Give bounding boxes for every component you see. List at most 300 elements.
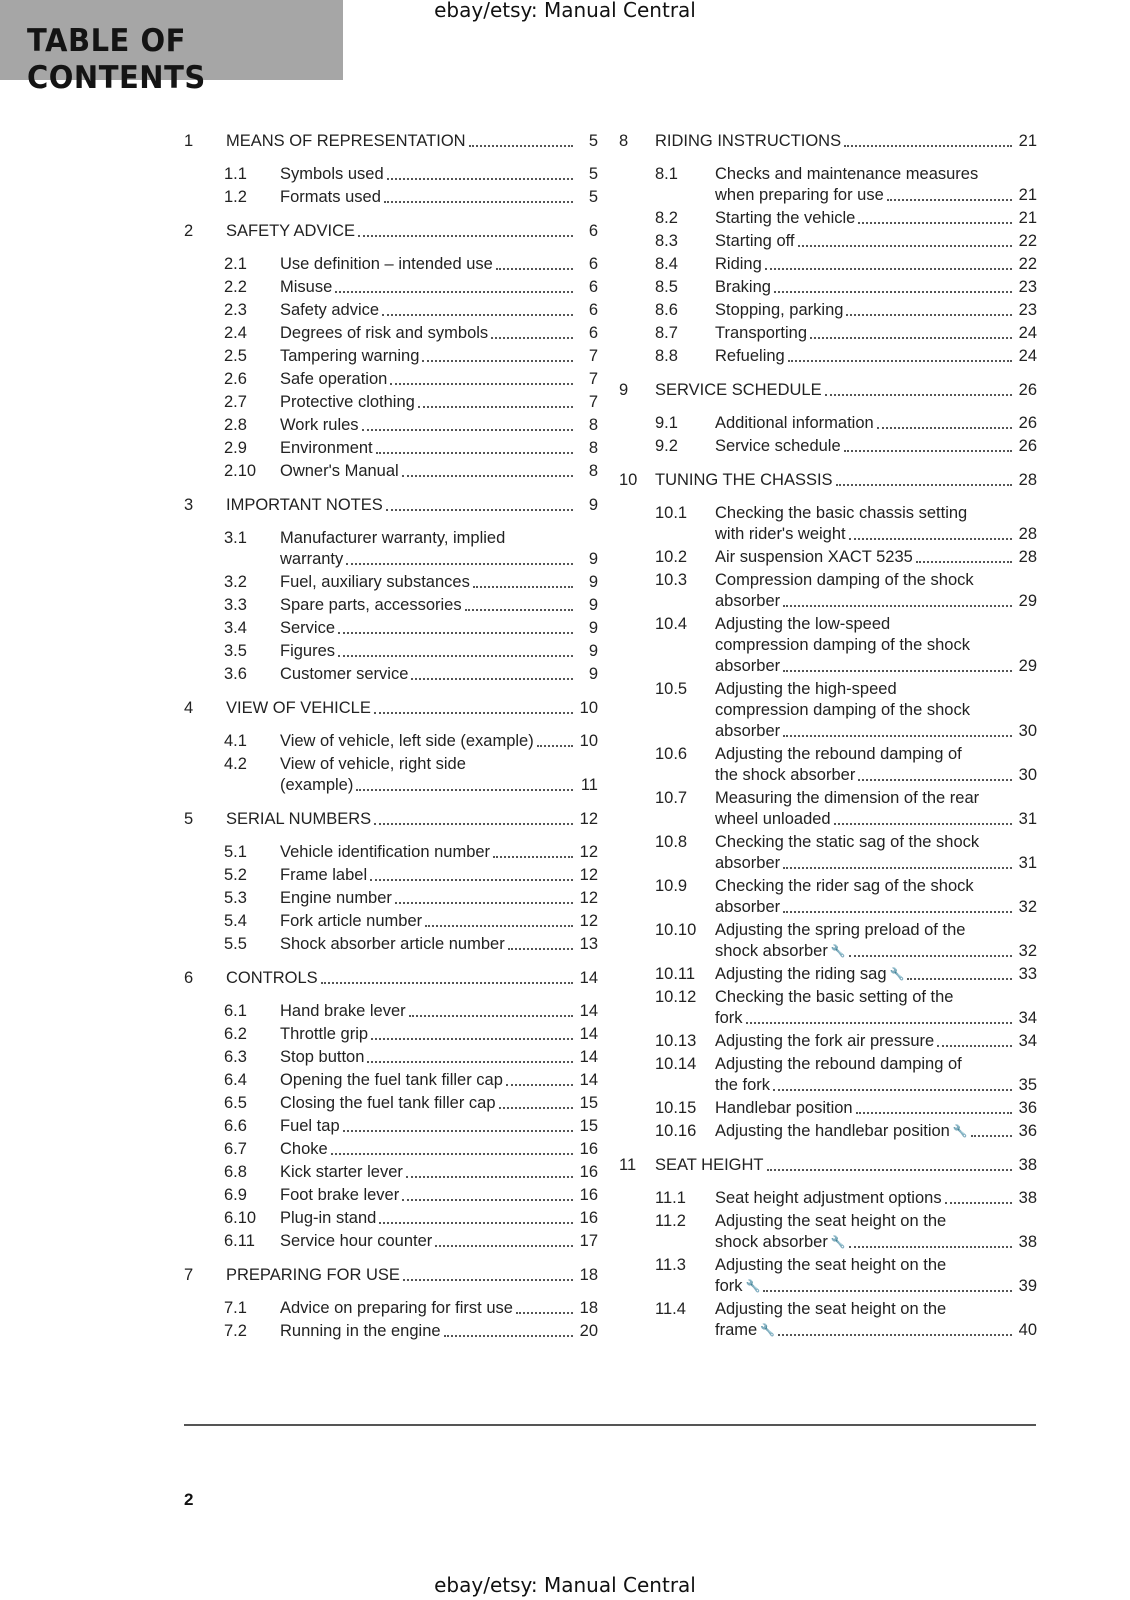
entry-title-row (715, 254, 1037, 275)
toc-entry[interactable] (184, 1139, 598, 1160)
entry-title-line: Stop button (280, 1048, 365, 1066)
section-number: 1 (184, 132, 194, 150)
toc-entry[interactable] (619, 1031, 1037, 1052)
entry-title-row (280, 1162, 598, 1183)
entry-title-line: absorber (715, 592, 781, 610)
entry-title-row (280, 1047, 598, 1068)
entry-page: 32 (1018, 898, 1037, 916)
dot-leader (846, 313, 1012, 316)
section-number: 2 (184, 222, 194, 240)
entry-page: 16 (579, 1209, 598, 1227)
entry-title-row (280, 842, 598, 863)
entry-page: 9 (588, 665, 598, 683)
toc-entry[interactable] (619, 679, 1037, 742)
entry-title-line: Checking the rider sag of the shock (715, 877, 974, 895)
dot-leader (834, 822, 1012, 825)
wrench-icon: 🔧 (745, 1279, 761, 1293)
toc-entry[interactable] (619, 346, 1037, 367)
dot-leader (356, 788, 573, 791)
section-page: 38 (1018, 1156, 1037, 1174)
section-page: 28 (1018, 471, 1037, 489)
entry-title-line: absorber (715, 722, 781, 740)
entry-title-line: Starting the vehicle (715, 209, 856, 227)
dot-leader (422, 359, 573, 362)
dot-leader (376, 451, 573, 454)
entry-title-line: Handlebar position (715, 1099, 853, 1117)
toc-entry[interactable] (619, 1098, 1037, 1119)
toc-entry[interactable] (619, 744, 1037, 786)
toc-entry[interactable] (184, 731, 598, 752)
toc-section[interactable] (184, 967, 598, 1252)
entry-number: 4.1 (224, 732, 247, 750)
entry-page: 14 (579, 1071, 598, 1089)
entry-title-line: Work rules (280, 416, 359, 434)
section-title: SERVICE SCHEDULE (655, 381, 822, 399)
entry-title-row (280, 277, 598, 298)
toc-section[interactable] (184, 697, 598, 796)
subsection-list (184, 164, 598, 208)
toc-entry[interactable] (619, 254, 1037, 275)
entry-number: 10.7 (655, 789, 688, 807)
section-heading[interactable] (184, 697, 598, 719)
entry-page: 16 (579, 1186, 598, 1204)
section-heading[interactable] (184, 808, 598, 830)
entry-title-line: Tampering warning (280, 347, 420, 365)
entry-page: 7 (588, 347, 598, 365)
page-number: 2 (184, 1490, 194, 1509)
section-heading[interactable] (184, 494, 598, 516)
entry-page: 24 (1018, 347, 1037, 365)
toc-entry[interactable] (184, 300, 598, 321)
entry-title-row (715, 1276, 1037, 1297)
entry-title-row (715, 323, 1037, 344)
toc-entry[interactable] (184, 415, 598, 436)
entry-page: 6 (588, 278, 598, 296)
entry-title-row (280, 934, 598, 955)
entry-title-row (715, 809, 1037, 830)
wrench-icon: 🔧 (760, 1323, 776, 1337)
dot-leader (945, 1201, 1012, 1204)
entry-number: 10.6 (655, 745, 688, 763)
toc-entry[interactable] (184, 842, 598, 863)
dot-leader (338, 654, 573, 657)
entry-number: 9.1 (655, 414, 678, 432)
section-number: 3 (184, 496, 194, 514)
wrench-icon: 🔧 (830, 944, 846, 958)
entry-title-line: Seat height adjustment options (715, 1189, 942, 1207)
entry-number: 2.1 (224, 255, 247, 273)
section-title: SEAT HEIGHT (655, 1156, 764, 1174)
entry-number: 8.2 (655, 209, 678, 227)
entry-title-line: Use definition – intended use (280, 255, 493, 273)
entry-title-row (715, 1121, 1037, 1142)
dot-leader (465, 608, 573, 611)
toc-section[interactable] (184, 130, 598, 208)
entry-title-row (280, 775, 598, 796)
entry-title-row (715, 185, 1037, 206)
section-number: 10 (619, 471, 638, 489)
toc-entry[interactable] (619, 1255, 1037, 1297)
toc-entry[interactable] (184, 438, 598, 459)
entry-number: 2.10 (224, 462, 257, 480)
toc-entry[interactable] (184, 911, 598, 932)
dot-leader (844, 144, 1012, 147)
entry-number: 8.1 (655, 165, 678, 183)
section-number: 6 (184, 969, 194, 987)
entry-title-line: Figures (280, 642, 336, 660)
entry-number: 6.4 (224, 1071, 247, 1089)
dot-leader (395, 901, 573, 904)
entry-number: 9.2 (655, 437, 678, 455)
toc-entry[interactable] (619, 436, 1037, 457)
entry-title-line: fork (715, 1277, 743, 1295)
dot-leader (783, 734, 1012, 737)
entry-title-row (715, 1188, 1037, 1209)
entry-number: 7.2 (224, 1322, 247, 1340)
entry-title-line: Protective clothing (280, 393, 415, 411)
toc-entry[interactable] (184, 187, 598, 208)
entry-title-line: Fuel, auxiliary substances (280, 573, 470, 591)
entry-page: 11 (580, 776, 598, 794)
entry-number: 5.3 (224, 889, 247, 907)
dot-leader (937, 1044, 1012, 1047)
entry-number: 3.4 (224, 619, 247, 637)
toc-entry[interactable] (619, 832, 1037, 874)
dot-leader (387, 177, 573, 180)
entry-page: 36 (1018, 1099, 1037, 1117)
entry-page: 12 (579, 889, 598, 907)
section-heading[interactable] (184, 1264, 598, 1286)
entry-page: 36 (1018, 1122, 1037, 1140)
entry-title-row (715, 1008, 1037, 1029)
entry-number: 1.1 (224, 165, 247, 183)
entry-number: 5.5 (224, 935, 247, 953)
wrench-icon: 🔧 (952, 1124, 968, 1138)
entry-title-row (280, 865, 598, 886)
entry-number: 8.7 (655, 324, 678, 342)
section-title: IMPORTANT NOTES (226, 496, 383, 514)
toc-entry[interactable] (184, 323, 598, 344)
section-page: 9 (588, 496, 598, 514)
dot-leader (836, 483, 1012, 486)
entry-title-line: Adjusting the riding sag (715, 965, 887, 983)
section-page: 14 (579, 969, 598, 987)
toc-entry[interactable] (619, 547, 1037, 568)
dot-leader (788, 359, 1012, 362)
section-heading[interactable] (619, 130, 1037, 152)
entry-title-line: compression damping of the shock (715, 636, 970, 654)
toc-entry[interactable] (619, 987, 1037, 1029)
entry-title-row (280, 369, 598, 390)
dot-leader (382, 313, 573, 316)
entry-number: 6.8 (224, 1163, 247, 1181)
section-number: 7 (184, 1266, 194, 1284)
dot-leader (537, 744, 573, 747)
toc-entry[interactable] (184, 1024, 598, 1045)
toc-entry[interactable] (184, 888, 598, 909)
toc-entry[interactable] (184, 528, 598, 570)
section-heading[interactable] (184, 130, 598, 152)
section-heading[interactable] (184, 967, 598, 989)
entry-title-line: frame (715, 1321, 758, 1339)
toc-section[interactable] (184, 808, 598, 955)
toc-entry[interactable] (619, 1188, 1037, 1209)
toc-entry[interactable] (619, 231, 1037, 252)
entry-title-line: the shock absorber (715, 766, 856, 784)
toc-section[interactable] (619, 469, 1037, 1142)
entry-title-row (715, 591, 1037, 612)
toc-entry[interactable] (184, 1070, 598, 1091)
page-title: TABLE OF CONTENTS (27, 22, 206, 96)
entry-title-row (715, 964, 1037, 985)
toc-entry[interactable] (619, 788, 1037, 830)
entry-page: 9 (588, 596, 598, 614)
entry-title-line: with rider's weight (715, 525, 846, 543)
entry-title-line: Service (280, 619, 336, 637)
entry-number: 10.16 (655, 1122, 697, 1140)
section-page: 18 (579, 1266, 598, 1284)
entry-title-line: Adjusting the spring preload of the (715, 921, 966, 939)
toc-entry[interactable] (184, 754, 598, 796)
entry-number: 2.2 (224, 278, 247, 296)
entry-title-row (715, 765, 1037, 786)
entry-title-line: Adjusting the seat height on the (715, 1256, 947, 1274)
entry-title-line: Running in the engine (280, 1322, 441, 1340)
toc-entry[interactable] (184, 1298, 598, 1319)
entry-title-row (280, 641, 598, 662)
entry-number: 5.2 (224, 866, 247, 884)
toc-entry[interactable] (184, 1001, 598, 1022)
entry-title-row (715, 524, 1037, 545)
toc-entry[interactable] (184, 1162, 598, 1183)
entry-title-row (280, 888, 598, 909)
entry-number: 3.1 (224, 529, 247, 547)
watermark-bottom: ebay/etsy: Manual Central (434, 1573, 696, 1597)
entry-title-line: Kick starter lever (280, 1163, 403, 1181)
section-heading[interactable] (619, 469, 1037, 491)
dot-leader (406, 1175, 573, 1178)
entry-number: 8.8 (655, 347, 678, 365)
toc-entry[interactable] (619, 300, 1037, 321)
entry-title-row (280, 731, 598, 752)
dot-leader (774, 290, 1012, 293)
entry-title-line: Safe operation (280, 370, 388, 388)
entry-number: 10.12 (655, 988, 697, 1006)
toc-entry[interactable] (184, 1116, 598, 1137)
toc-entry[interactable] (619, 208, 1037, 229)
dot-leader (390, 382, 573, 385)
entry-number: 10.11 (655, 965, 696, 983)
toc-entry[interactable] (184, 277, 598, 298)
toc-entry[interactable] (619, 277, 1037, 298)
entry-title-row (280, 664, 598, 685)
entry-title-line: Frame label (280, 866, 368, 884)
toc-entry[interactable] (619, 876, 1037, 918)
entry-title-line: Service hour counter (280, 1232, 433, 1250)
entry-title-line: Riding (715, 255, 762, 273)
toc-entry[interactable] (184, 865, 598, 886)
entry-page: 39 (1018, 1277, 1037, 1295)
entry-number: 11.1 (655, 1189, 686, 1207)
toc-section[interactable] (619, 379, 1037, 457)
wrench-icon: 🔧 (830, 1235, 846, 1249)
entry-page: 38 (1018, 1189, 1037, 1207)
entry-title-line: Starting off (715, 232, 795, 250)
toc-entry[interactable] (619, 920, 1037, 962)
entry-title-line: Measuring the dimension of the rear (715, 789, 980, 807)
toc-entry[interactable] (184, 1231, 598, 1252)
entry-title-row (280, 1185, 598, 1206)
dot-leader (321, 981, 573, 984)
toc-entry[interactable] (619, 164, 1037, 206)
section-title: RIDING INSTRUCTIONS (655, 132, 842, 150)
toc-entry[interactable] (619, 1054, 1037, 1096)
entry-page: 32 (1018, 942, 1037, 960)
entry-page: 28 (1018, 548, 1037, 566)
subsection-list (184, 842, 598, 955)
entry-title-line: Adjusting the high-speed (715, 680, 897, 698)
entry-number: 10.4 (655, 615, 688, 633)
entry-page: 8 (588, 462, 598, 480)
toc-entry[interactable] (619, 1121, 1037, 1142)
subsection-list (619, 503, 1037, 1142)
entry-page: 5 (588, 188, 598, 206)
dot-leader (506, 1083, 573, 1086)
toc-entry[interactable] (619, 323, 1037, 344)
toc-entry[interactable] (184, 1208, 598, 1229)
dot-leader (335, 290, 573, 293)
entry-number: 6.5 (224, 1094, 247, 1112)
toc-entry[interactable] (184, 1185, 598, 1206)
entry-title-line: Environment (280, 439, 373, 457)
entry-page: 8 (588, 416, 598, 434)
toc-entry[interactable] (184, 664, 598, 685)
toc-entry[interactable] (619, 503, 1037, 545)
dot-leader (783, 604, 1012, 607)
dot-leader (858, 221, 1012, 224)
toc-entry[interactable] (184, 1321, 598, 1342)
entry-title-row (280, 187, 598, 208)
entry-number: 8.4 (655, 255, 678, 273)
entry-title-row (715, 897, 1037, 918)
toc-entry[interactable] (184, 346, 598, 367)
dot-leader (493, 855, 573, 858)
dot-leader (499, 1106, 573, 1109)
toc-section[interactable] (184, 220, 598, 482)
section-heading[interactable] (619, 379, 1037, 401)
toc-entry[interactable] (184, 1047, 598, 1068)
toc-section[interactable] (619, 1154, 1037, 1341)
section-number: 11 (619, 1156, 637, 1174)
entry-number: 5.4 (224, 912, 247, 930)
toc-entry[interactable] (619, 1211, 1037, 1253)
dot-leader (516, 1311, 573, 1314)
dot-leader (425, 924, 573, 927)
entry-page: 14 (579, 1048, 598, 1066)
toc-section[interactable] (184, 494, 598, 685)
dot-leader (773, 1088, 1012, 1091)
entry-page: 15 (579, 1117, 598, 1135)
entry-title-row (715, 1075, 1037, 1096)
entry-title-line: Braking (715, 278, 771, 296)
dot-leader (496, 267, 573, 270)
toc-entry[interactable] (619, 413, 1037, 434)
entry-title-row (280, 323, 598, 344)
toc-entry[interactable] (184, 392, 598, 413)
entry-page: 33 (1018, 965, 1037, 983)
toc-section[interactable] (184, 1264, 598, 1342)
entry-page: 23 (1018, 278, 1037, 296)
entry-title-line: Degrees of risk and symbols (280, 324, 489, 342)
toc-entry[interactable] (184, 1093, 598, 1114)
toc-entry[interactable] (184, 641, 598, 662)
entry-title-row (715, 413, 1037, 434)
entry-page: 14 (579, 1025, 598, 1043)
entry-page: 14 (579, 1002, 598, 1020)
entry-number: 10.5 (655, 680, 688, 698)
section-heading[interactable] (184, 220, 598, 242)
entry-title-row (280, 1070, 598, 1091)
toc-entry[interactable] (619, 570, 1037, 612)
entry-number: 6.3 (224, 1048, 247, 1066)
entry-number: 2.6 (224, 370, 247, 388)
dot-leader (418, 405, 573, 408)
entry-title-line: Shock absorber article number (280, 935, 505, 953)
section-page: 12 (579, 810, 598, 828)
entry-title-row (280, 618, 598, 639)
entry-title-line: Plug-in stand (280, 1209, 377, 1227)
entry-page: 13 (579, 935, 598, 953)
toc-entry[interactable] (184, 934, 598, 955)
entry-page: 6 (588, 301, 598, 319)
dot-leader (849, 1245, 1012, 1248)
entry-number: 6.10 (224, 1209, 257, 1227)
toc-entry[interactable] (619, 1299, 1037, 1341)
entry-title-line: compression damping of the shock (715, 701, 970, 719)
entry-title-row (280, 461, 598, 482)
entry-title-line: Choke (280, 1140, 328, 1158)
toc-entry[interactable] (184, 618, 598, 639)
entry-title-line: Opening the fuel tank filler cap (280, 1071, 503, 1089)
toc-entry[interactable] (184, 572, 598, 593)
toc-entry[interactable] (619, 614, 1037, 677)
entry-title-line: Customer service (280, 665, 409, 683)
entry-title-line: Vehicle identification number (280, 843, 491, 861)
toc-entry[interactable] (184, 369, 598, 390)
toc-entry[interactable] (184, 164, 598, 185)
toc-entry[interactable] (619, 964, 1037, 985)
section-title: CONTROLS (226, 969, 318, 987)
toc-entry[interactable] (184, 595, 598, 616)
toc-entry[interactable] (184, 461, 598, 482)
entry-title-line: Closing the fuel tank filler cap (280, 1094, 496, 1112)
entry-title-line: Adjusting the rebound damping of (715, 1055, 962, 1073)
toc-entry[interactable] (184, 254, 598, 275)
dot-leader (767, 1168, 1013, 1171)
dot-leader (783, 669, 1012, 672)
dot-leader (444, 1334, 573, 1337)
section-number: 5 (184, 810, 194, 828)
entry-page: 24 (1018, 324, 1037, 342)
entry-title-line: absorber (715, 898, 781, 916)
entry-page: 30 (1018, 766, 1037, 784)
entry-page: 12 (579, 866, 598, 884)
section-heading[interactable] (619, 1154, 1037, 1176)
toc-section[interactable] (619, 130, 1037, 367)
entry-title-line: Adjusting the seat height on the (715, 1300, 947, 1318)
entry-title-line: the fork (715, 1076, 771, 1094)
entry-number: 10.1 (655, 504, 688, 522)
